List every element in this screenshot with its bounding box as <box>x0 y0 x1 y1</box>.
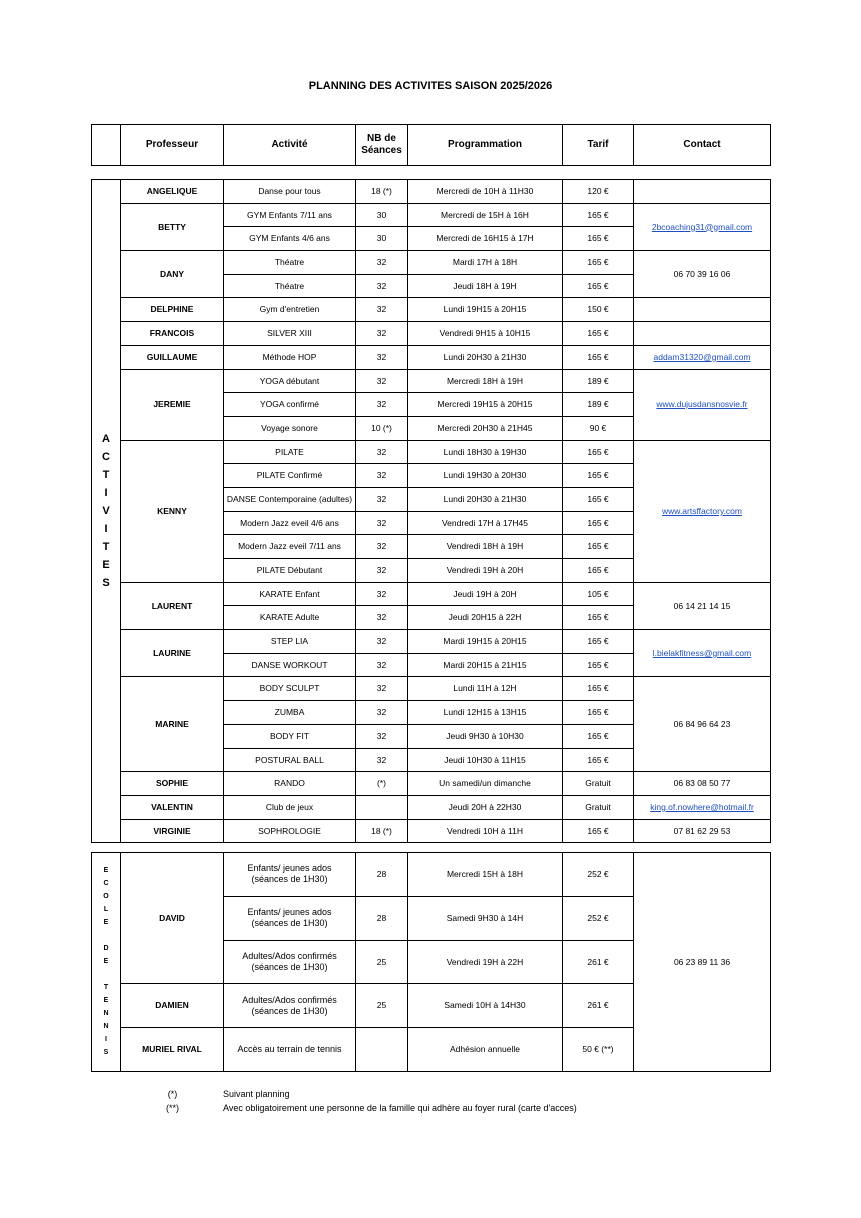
contact-cell <box>634 298 771 322</box>
professeur-cell: JEREMIE <box>121 369 224 440</box>
tarif-cell: 50 € (**) <box>563 1028 634 1072</box>
tarif-cell: 165 € <box>563 535 634 559</box>
label-letter: E <box>103 958 109 966</box>
professeur-cell: SOPHIE <box>121 772 224 796</box>
contact-link[interactable]: www.artsffactory.com <box>662 505 742 516</box>
nb-seances-cell: 32 <box>356 748 408 772</box>
tarif-cell: 165 € <box>563 606 634 630</box>
contact-cell <box>634 819 771 843</box>
professeur-cell: KENNY <box>121 440 224 582</box>
label-letter: E <box>103 867 109 875</box>
contact-link[interactable]: 2bcoaching31@gmail.com <box>651 221 753 232</box>
activite-cell: DANSE Contemporaine (adultes) <box>224 487 356 511</box>
activite-cell: Accès au terrain de tennis <box>224 1028 356 1072</box>
contact-cell <box>634 180 771 204</box>
nb-seances-cell: 32 <box>356 440 408 464</box>
activites-table <box>91 179 771 843</box>
programmation-cell: Lundi 11H à 12H <box>408 677 563 701</box>
tarif-cell: 90 € <box>563 416 634 440</box>
label-letter: T <box>102 469 110 482</box>
contact-text: 07 81 62 29 53 <box>673 825 731 836</box>
label-letter: E <box>103 919 109 927</box>
programmation-cell: Samedi 9H30 à 14H <box>408 896 563 940</box>
programmation-cell: Mardi 19H15 à 20H15 <box>408 630 563 654</box>
activite-cell: Enfants/ jeunes ados (séances de 1H30) <box>224 853 356 897</box>
contact-cell <box>634 440 771 582</box>
programmation-cell: Jeudi 20H15 à 22H <box>408 606 563 630</box>
nb-seances-cell: 25 <box>356 984 408 1028</box>
contact-link[interactable]: addam31320@gmail.com <box>653 351 751 362</box>
footnotes <box>150 1087 577 1115</box>
label-letter: I <box>104 523 108 536</box>
contact-link[interactable]: l.bielakfitness@gmail.com <box>652 647 752 658</box>
activites-side-label <box>92 180 121 843</box>
table-row <box>92 795 771 819</box>
activite-cell: Modern Jazz eveil 7/11 ans <box>224 535 356 559</box>
label-letter: S <box>103 1049 109 1057</box>
header-nb-line2: Séances <box>361 145 402 156</box>
nb-seances-cell: 30 <box>356 227 408 251</box>
label-letter: I <box>104 487 108 500</box>
activite-cell: SOPHROLOGIE <box>224 819 356 843</box>
header-table <box>91 124 771 166</box>
activite-cell: POSTURAL BALL <box>224 748 356 772</box>
label-letter: A <box>102 433 110 446</box>
footnote-row <box>150 1087 577 1101</box>
tarif-cell: 165 € <box>563 227 634 251</box>
activite-cell: YOGA confirmé <box>224 393 356 417</box>
label-letter: C <box>103 880 109 888</box>
tarif-cell: 165 € <box>563 203 634 227</box>
nb-seances-cell: 32 <box>356 251 408 275</box>
tarif-cell: 165 € <box>563 487 634 511</box>
table-row <box>92 203 771 227</box>
label-letter: L <box>103 906 109 914</box>
programmation-cell: Un samedi/un dimanche <box>408 772 563 796</box>
nb-seances-cell: 30 <box>356 203 408 227</box>
label-letter: E <box>103 997 109 1005</box>
professeur-cell: ANGELIQUE <box>121 180 224 204</box>
professeur-cell: LAURINE <box>121 630 224 677</box>
nb-seances-cell: 32 <box>356 724 408 748</box>
tarif-cell: 165 € <box>563 819 634 843</box>
contact-text: 06 84 96 64 23 <box>673 719 731 729</box>
footnote-mark: (*) <box>167 1089 178 1099</box>
activite-cell: KARATE Enfant <box>224 582 356 606</box>
programmation-cell: Mardi 20H15 à 21H15 <box>408 653 563 677</box>
label-letter: D <box>103 945 109 953</box>
table-row <box>92 630 771 654</box>
header-activite: Activité <box>224 125 356 166</box>
table-row <box>92 853 771 897</box>
nb-seances-cell: 18 (*) <box>356 819 408 843</box>
tennis-table <box>91 852 771 1072</box>
programmation-cell: Mercredi de 10H à 11H30 <box>408 180 563 204</box>
professeur-cell: LAURENT <box>121 582 224 629</box>
activite-cell: DANSE WORKOUT <box>224 653 356 677</box>
tarif-cell: 189 € <box>563 393 634 417</box>
table-row <box>92 180 771 204</box>
contact-link[interactable]: king.of.nowhere@hotmail.fr <box>650 801 754 812</box>
programmation-cell: Jeudi 9H30 à 10H30 <box>408 724 563 748</box>
table-row <box>92 819 771 843</box>
table-row <box>92 440 771 464</box>
nb-seances-cell: 32 <box>356 369 408 393</box>
tarif-cell: 165 € <box>563 748 634 772</box>
programmation-cell: Vendredi 19H à 20H <box>408 559 563 583</box>
nb-seances-cell: 32 <box>356 298 408 322</box>
nb-seances-cell: 32 <box>356 393 408 417</box>
activite-cell: PILATE Débutant <box>224 559 356 583</box>
activite-cell: Théatre <box>224 251 356 275</box>
contact-cell <box>634 772 771 796</box>
tarif-cell: Gratuit <box>563 772 634 796</box>
label-letter: T <box>103 984 109 992</box>
nb-seances-cell: 32 <box>356 487 408 511</box>
professeur-cell: MARINE <box>121 677 224 772</box>
tarif-cell: Gratuit <box>563 795 634 819</box>
nb-seances-cell: 10 (*) <box>356 416 408 440</box>
tarif-cell: 165 € <box>563 724 634 748</box>
professeur-cell: GUILLAUME <box>121 345 224 369</box>
programmation-cell: Lundi 19H15 à 20H15 <box>408 298 563 322</box>
label-letter: I <box>105 1036 107 1044</box>
tarif-cell: 165 € <box>563 345 634 369</box>
programmation-cell: Mardi 17H à 18H <box>408 251 563 275</box>
professeur-cell: VALENTIN <box>121 795 224 819</box>
vertical-label <box>94 864 118 1059</box>
programmation-cell: Jeudi 10H30 à 11H15 <box>408 748 563 772</box>
tarif-cell: 120 € <box>563 180 634 204</box>
header-professeur: Professeur <box>121 125 224 166</box>
tarif-cell: 165 € <box>563 440 634 464</box>
label-letter: T <box>102 541 110 554</box>
table-row <box>92 322 771 346</box>
nb-seances-cell: 25 <box>356 940 408 984</box>
header-tarif: Tarif <box>563 125 634 166</box>
contact-text: 06 14 21 14 15 <box>673 600 731 611</box>
programmation-cell: Vendredi 17H à 17H45 <box>408 511 563 535</box>
professeur-cell: FRANCOIS <box>121 322 224 346</box>
page-title: PLANNING DES ACTIVITES SAISON 2025/2026 <box>308 80 553 92</box>
nb-seances-cell: 32 <box>356 653 408 677</box>
activite-cell: Voyage sonore <box>224 416 356 440</box>
contact-text: 06 70 39 16 06 <box>673 268 731 279</box>
activite-cell: Danse pour tous <box>224 180 356 204</box>
contact-cell <box>634 582 771 629</box>
tarif-cell: 105 € <box>563 582 634 606</box>
table-row <box>92 582 771 606</box>
tarif-cell: 252 € <box>563 896 634 940</box>
vertical-label <box>94 430 118 592</box>
programmation-cell: Mercredi de 16H15 à 17H <box>408 227 563 251</box>
header-blank <box>92 125 121 166</box>
footnote-mark: (**) <box>166 1103 179 1113</box>
table-row <box>92 369 771 393</box>
tarif-cell: 150 € <box>563 298 634 322</box>
professeur-cell: DANY <box>121 251 224 298</box>
activite-cell: KARATE Adulte <box>224 606 356 630</box>
activite-cell: YOGA débutant <box>224 369 356 393</box>
nb-seances-cell: 32 <box>356 511 408 535</box>
label-letter: V <box>102 505 110 518</box>
activite-cell: Théatre <box>224 274 356 298</box>
activite-cell: Gym d'entretien <box>224 298 356 322</box>
tarif-cell: 165 € <box>563 322 634 346</box>
nb-seances-cell: 32 <box>356 701 408 725</box>
tarif-cell: 261 € <box>563 984 634 1028</box>
contact-cell <box>634 345 771 369</box>
label-letter: N <box>103 1010 109 1018</box>
table-row <box>92 677 771 701</box>
activite-cell: Club de jeux <box>224 795 356 819</box>
activite-cell: RANDO <box>224 772 356 796</box>
label-letter: N <box>103 1023 109 1031</box>
activite-cell: GYM Enfants 4/6 ans <box>224 227 356 251</box>
activite-cell: GYM Enfants 7/11 ans <box>224 203 356 227</box>
professeur-cell: BETTY <box>121 203 224 250</box>
table-row <box>92 251 771 275</box>
nb-seances-cell: 18 (*) <box>356 180 408 204</box>
programmation-cell: Vendredi 19H à 22H <box>408 940 563 984</box>
programmation-cell: Mercredi de 15H à 16H <box>408 203 563 227</box>
activite-cell: PILATE Confirmé <box>224 464 356 488</box>
nb-seances-cell: 32 <box>356 322 408 346</box>
programmation-cell: Jeudi 19H à 20H <box>408 582 563 606</box>
programmation-cell: Vendredi 18H à 19H <box>408 535 563 559</box>
programmation-cell: Lundi 12H15 à 13H15 <box>408 701 563 725</box>
professeur-cell: DELPHINE <box>121 298 224 322</box>
professeur-cell: DAMIEN <box>121 984 224 1028</box>
header-programmation: Programmation <box>408 125 563 166</box>
tarif-cell: 165 € <box>563 511 634 535</box>
contact-cell <box>634 251 771 298</box>
contact-cell: 06 23 89 11 36 <box>634 853 771 1072</box>
professeur-cell: MURIEL RIVAL <box>121 1028 224 1072</box>
nb-seances-cell: 32 <box>356 274 408 298</box>
table-row <box>92 298 771 322</box>
tarif-cell: 252 € <box>563 853 634 897</box>
activite-cell: PILATE <box>224 440 356 464</box>
header-nb-line1: NB de <box>367 132 396 144</box>
activite-cell: SILVER XIII <box>224 322 356 346</box>
label-letter: S <box>102 577 110 590</box>
programmation-cell: Samedi 10H à 14H30 <box>408 984 563 1028</box>
activite-cell: Enfants/ jeunes ados (séances de 1H30) <box>224 896 356 940</box>
programmation-cell: Mercredi 19H15 à 20H15 <box>408 393 563 417</box>
programmation-cell: Jeudi 18H à 19H <box>408 274 563 298</box>
tarif-cell: 165 € <box>563 677 634 701</box>
nb-seances-cell: 28 <box>356 853 408 897</box>
activite-cell: Adultes/Ados confirmés (séances de 1H30) <box>224 940 356 984</box>
table-row <box>92 772 771 796</box>
tarif-cell: 165 € <box>563 251 634 275</box>
table-row <box>92 345 771 369</box>
programmation-cell: Adhésion annuelle <box>408 1028 563 1072</box>
contact-cell <box>634 322 771 346</box>
tarif-cell: 261 € <box>563 940 634 984</box>
nb-seances-cell: 32 <box>356 535 408 559</box>
nb-seances-cell: 32 <box>356 345 408 369</box>
tarif-cell: 165 € <box>563 559 634 583</box>
programmation-cell: Vendredi 9H15 à 10H15 <box>408 322 563 346</box>
tarif-cell: 165 € <box>563 630 634 654</box>
activite-cell: Modern Jazz eveil 4/6 ans <box>224 511 356 535</box>
programmation-cell: Mercredi 20H30 à 21H45 <box>408 416 563 440</box>
programmation-cell: Vendredi 10H à 11H <box>408 819 563 843</box>
tarif-cell: 165 € <box>563 274 634 298</box>
tennis-side-label <box>92 853 121 1072</box>
footnote-row <box>150 1101 577 1115</box>
header-nb-seances <box>356 125 408 166</box>
activite-cell: Méthode HOP <box>224 345 356 369</box>
programmation-cell: Jeudi 20H à 22H30 <box>408 795 563 819</box>
label-letter: E <box>102 559 110 572</box>
activite-cell: BODY SCULPT <box>224 677 356 701</box>
nb-seances-cell: 28 <box>356 896 408 940</box>
activite-cell: STEP LIA <box>224 630 356 654</box>
professeur-cell: VIRGINIE <box>121 819 224 843</box>
contact-cell <box>634 203 771 250</box>
activite-cell: Adultes/Ados confirmés (séances de 1H30) <box>224 984 356 1028</box>
nb-seances-cell <box>356 1028 408 1072</box>
nb-seances-cell: 32 <box>356 582 408 606</box>
programmation-cell: Lundi 18H30 à 19H30 <box>408 440 563 464</box>
tarif-cell: 189 € <box>563 369 634 393</box>
nb-seances-cell: 32 <box>356 464 408 488</box>
contact-cell <box>634 369 771 440</box>
label-letter: C <box>102 451 110 464</box>
activite-cell: BODY FIT <box>224 724 356 748</box>
tarif-cell: 165 € <box>563 701 634 725</box>
nb-seances-cell: 32 <box>356 606 408 630</box>
professeur-cell: DAVID <box>121 853 224 984</box>
contact-cell <box>634 630 771 677</box>
nb-seances-cell: 32 <box>356 630 408 654</box>
contact-link[interactable]: www.dujusdansnosvie.fr <box>656 399 748 410</box>
programmation-cell: Mercredi 15H à 18H <box>408 853 563 897</box>
nb-seances-cell <box>356 795 408 819</box>
footnote-text: Avec obligatoirement une personne de la famille qui adhère au foyer rural (carte d'acces) <box>223 1103 577 1113</box>
label-letter: O <box>103 893 109 901</box>
contact-cell <box>634 677 771 772</box>
nb-seances-cell: 32 <box>356 559 408 583</box>
tarif-cell: 165 € <box>563 464 634 488</box>
nb-seances-cell: (*) <box>356 772 408 796</box>
programmation-cell: Mercredi 18H à 19H <box>408 369 563 393</box>
contact-text: 06 83 08 50 77 <box>673 778 731 789</box>
header-contact: Contact <box>634 125 771 166</box>
programmation-cell: Lundi 20H30 à 21H30 <box>408 487 563 511</box>
activite-cell: ZUMBA <box>224 701 356 725</box>
programmation-cell: Lundi 19H30 à 20H30 <box>408 464 563 488</box>
tarif-cell: 165 € <box>563 653 634 677</box>
contact-cell <box>634 795 771 819</box>
programmation-cell: Lundi 20H30 à 21H30 <box>408 345 563 369</box>
footnote-text: Suivant planning <box>223 1089 290 1099</box>
nb-seances-cell: 32 <box>356 677 408 701</box>
